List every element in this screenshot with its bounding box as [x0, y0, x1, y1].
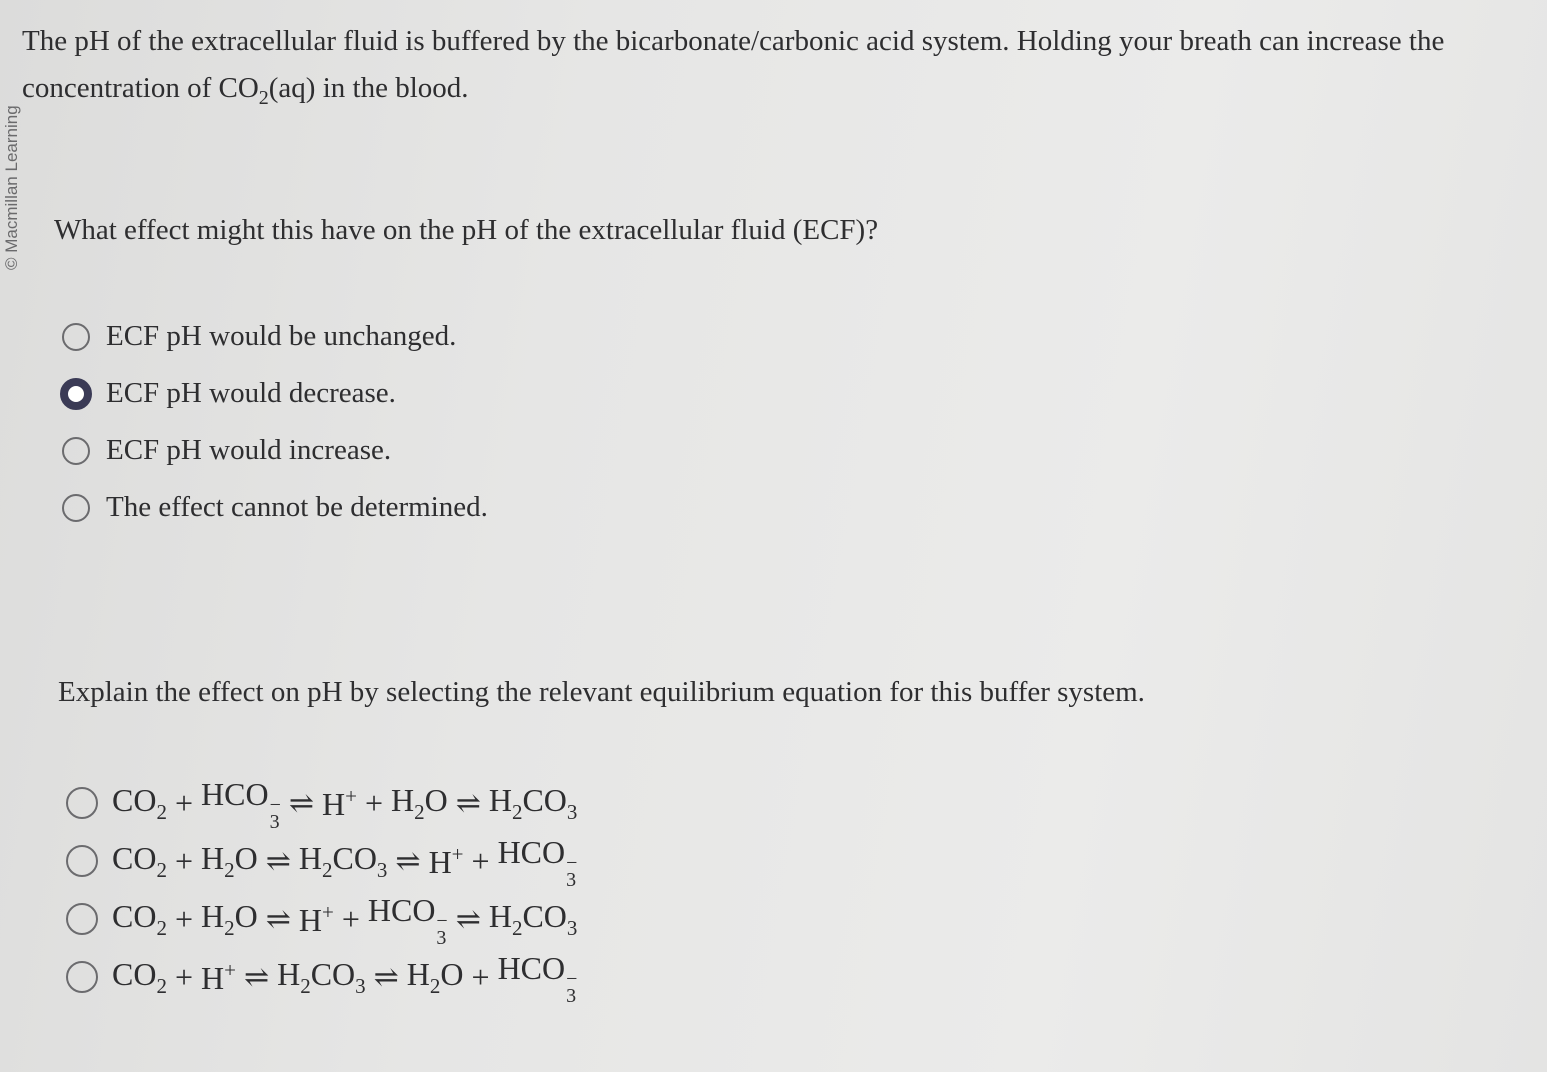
- chemical-species: HCO − 3: [497, 833, 578, 891]
- answer-option-label: ECF pH would be unchanged.: [106, 320, 457, 352]
- chemical-species: $H_2CO_3$: [277, 955, 366, 998]
- question1-options: [62, 308, 488, 536]
- answer-option-label: The effect cannot be determined.: [106, 491, 488, 523]
- plus-operator: +: [341, 900, 360, 937]
- chemical-species: H+: [428, 841, 464, 880]
- radio-button[interactable]: [66, 787, 98, 819]
- chemical-species: $H_2CO_3$: [488, 781, 578, 824]
- equilibrium-arrow-icon: ⇌: [395, 844, 421, 878]
- charge-and-subscript: − 3: [566, 967, 578, 1007]
- chemical-species: HCO − 3: [367, 891, 448, 949]
- equilibrium-arrow-icon: ⇌: [265, 844, 291, 878]
- equilibrium-arrow-icon: ⇌: [455, 902, 481, 936]
- answer-option-label: ECF pH would increase.: [106, 434, 392, 466]
- chemical-species: H+: [321, 783, 357, 822]
- answer-option[interactable]: [62, 365, 488, 422]
- chemical-species: $CO_2$: [112, 781, 167, 824]
- equation-option[interactable]: [66, 774, 577, 832]
- plus-operator: +: [174, 900, 193, 937]
- answer-option[interactable]: [62, 422, 488, 479]
- radio-button[interactable]: [60, 378, 92, 410]
- chemical-species: $H_2O$: [201, 897, 258, 940]
- equation-option[interactable]: [66, 890, 577, 948]
- chemical-species: H+: [298, 899, 334, 938]
- charge-and-subscript: − 3: [436, 909, 448, 949]
- plus-operator: +: [174, 958, 193, 995]
- equilibrium-arrow-icon: ⇌: [243, 960, 270, 994]
- intro-text: [22, 18, 1532, 122]
- radio-button[interactable]: [62, 437, 90, 465]
- chemical-species: $CO_2$: [112, 955, 167, 998]
- equilibrium-arrow-icon: ⇌: [265, 902, 291, 936]
- radio-button[interactable]: [66, 903, 98, 935]
- chemical-species: HCO − 3: [201, 775, 281, 833]
- chemical-species: $H_2O$: [406, 955, 464, 998]
- chemical-species: $H_2O$: [390, 781, 448, 824]
- chemical-species: $H_2CO_3$: [488, 897, 578, 940]
- charge-and-subscript: − 3: [566, 851, 578, 891]
- equation-option[interactable]: [66, 948, 577, 1006]
- chemical-species: HCO − 3: [497, 949, 578, 1007]
- radio-button[interactable]: [66, 845, 98, 877]
- chemical-species: $H_2O$: [201, 839, 258, 882]
- equilibrium-arrow-icon: ⇌: [288, 786, 314, 820]
- plus-operator: +: [471, 958, 490, 995]
- plus-operator: +: [174, 784, 193, 821]
- plus-operator: +: [174, 842, 193, 879]
- chemical-species: $CO_2$: [112, 839, 167, 882]
- intro-text-end: (aq) in the blood.: [268, 72, 469, 104]
- answer-option-label: ECF pH would decrease.: [106, 377, 396, 409]
- equation-option[interactable]: [66, 832, 577, 890]
- intro-text-part: The pH of the extracellular fluid is buffered by the bicarbonate/carbonic acid system. Holding your breath can increase the concentration of CO: [22, 25, 1445, 104]
- plus-operator: +: [471, 842, 490, 879]
- equilibrium-arrow-icon: ⇌: [373, 960, 399, 994]
- answer-option[interactable]: [62, 479, 488, 536]
- equilibrium-arrow-icon: ⇌: [455, 786, 481, 820]
- chemical-species: H+: [201, 957, 236, 996]
- copyright-watermark: © Macmillan Learning: [2, 105, 21, 270]
- chemical-species: $CO_2$: [112, 897, 167, 940]
- charge-and-subscript: − 3: [269, 793, 281, 833]
- radio-button[interactable]: [62, 494, 90, 522]
- radio-button[interactable]: [66, 961, 98, 993]
- chemical-species: $H_2CO_3$: [298, 839, 388, 882]
- question2-prompt: Explain the effect on pH by selecting the relevant equilibrium equation for this buffer system.: [58, 676, 1145, 708]
- plus-operator: +: [364, 784, 383, 821]
- question2-options: [66, 774, 577, 1006]
- intro-subscript: 2: [258, 86, 269, 109]
- answer-option[interactable]: [62, 308, 488, 365]
- question1-prompt: What effect might this have on the pH of the extracellular fluid (ECF)?: [54, 214, 879, 246]
- radio-button[interactable]: [62, 323, 90, 351]
